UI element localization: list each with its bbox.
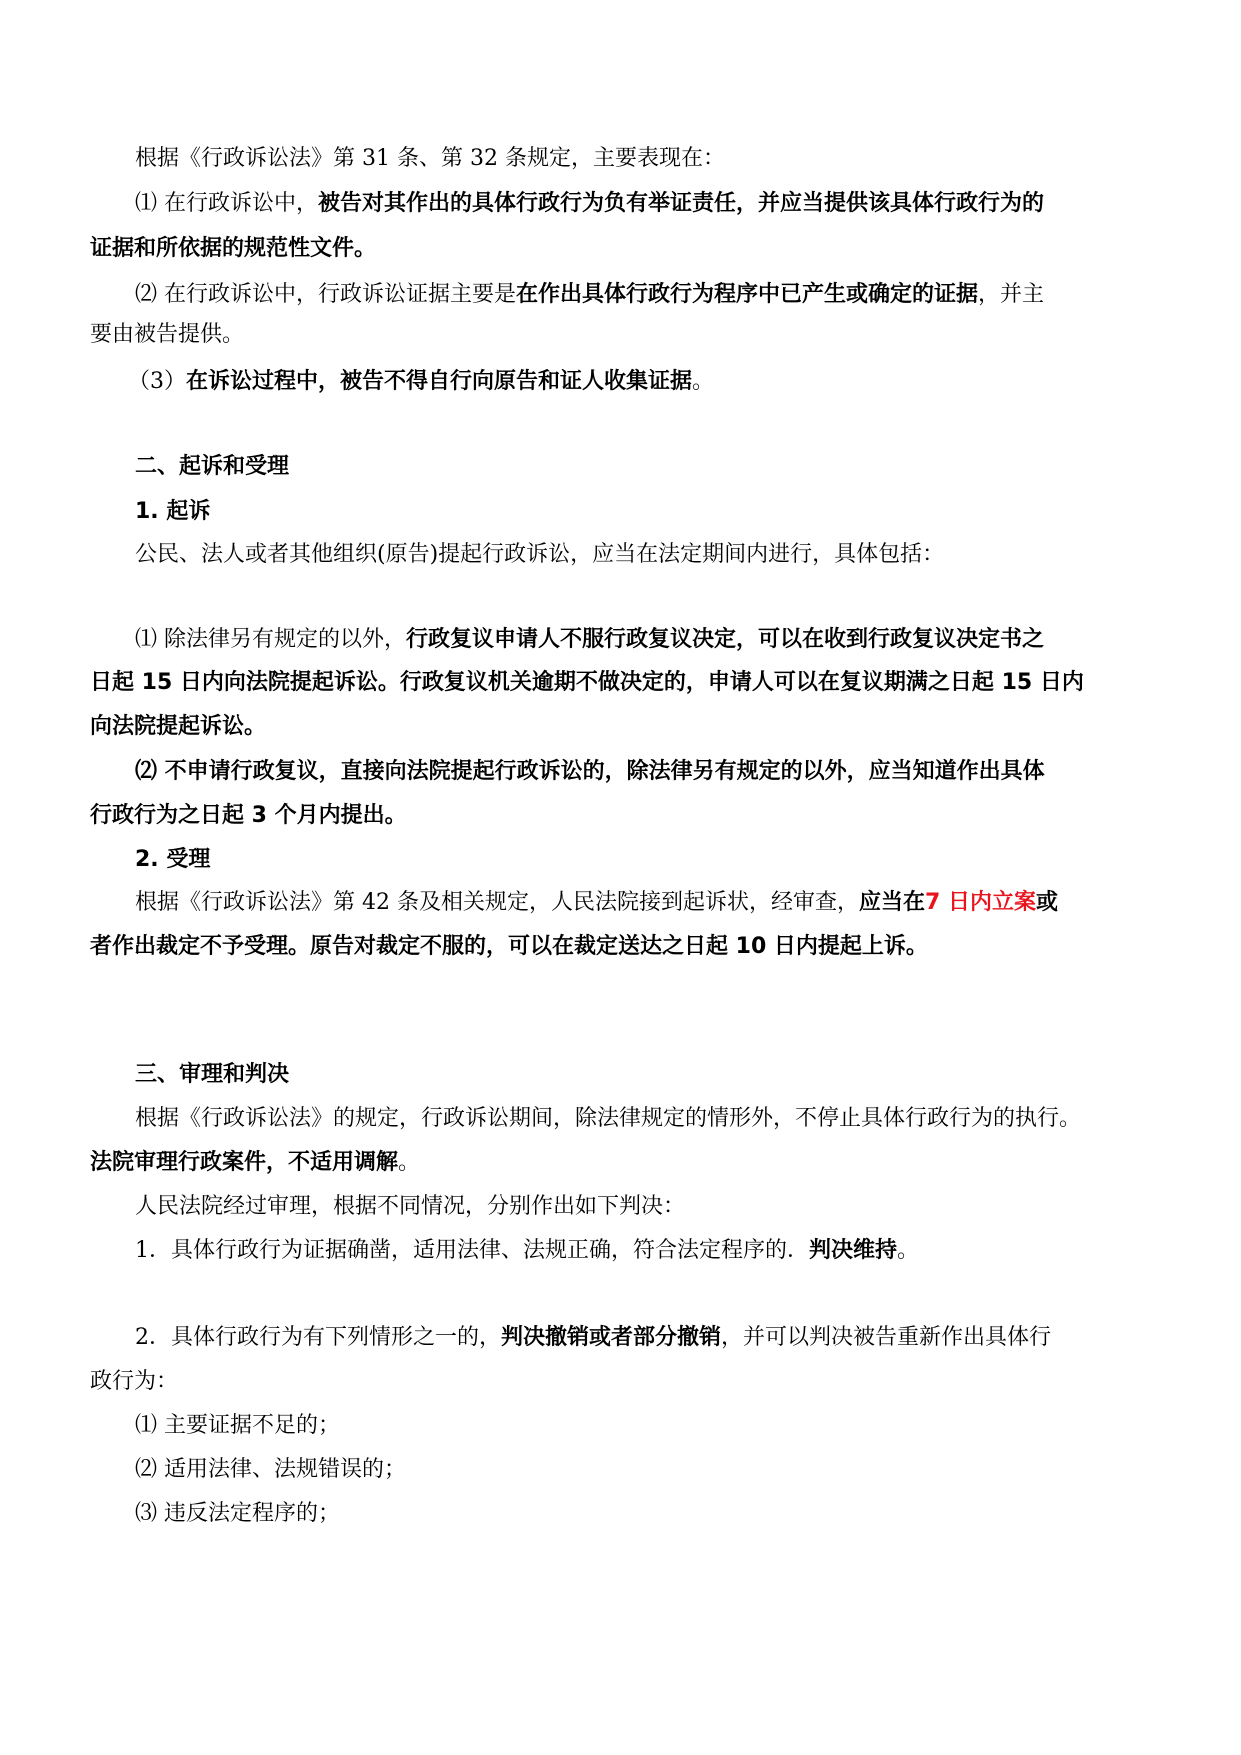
paragraph-line — [135, 1192, 685, 1222]
paragraph-line — [90, 234, 376, 264]
paragraph-line — [135, 888, 1058, 918]
bold-text: 向法院提起诉讼。 — [90, 714, 267, 739]
text-run: ⑴ 主要证据不足的； — [135, 1413, 340, 1438]
bold-text: 证据和所依据的规范性文件。 — [90, 236, 377, 261]
paragraph-line — [135, 1236, 919, 1266]
text-run: ⑴ 在行政诉讼中， — [135, 191, 318, 216]
paragraph-line — [135, 144, 725, 174]
paragraph-line — [135, 189, 1044, 219]
bold-text: 2. 受理 — [135, 847, 211, 872]
bold-text: 法院审理行政案件，不适用调解 — [90, 1150, 399, 1175]
text-run: 要由被告提供。 — [90, 322, 245, 347]
subsection-heading — [135, 845, 210, 875]
text-run: 2．具体行政行为有下列情形之一的， — [135, 1325, 501, 1350]
text-run: ⑵ 适用法律、法规错误的； — [135, 1457, 406, 1482]
bold-text: 判决维持 — [809, 1238, 898, 1263]
bold-text: 判决撤销或者部分撤销 — [501, 1325, 722, 1350]
paragraph-line — [135, 757, 1045, 787]
paragraph-line — [90, 712, 266, 742]
paragraph-line — [135, 280, 1044, 310]
bold-text: 行政行为之日起 3 个月内提出。 — [90, 803, 407, 828]
bold-text: 日起 15 日内向法院提起诉讼。行政复议机关逾期不做决定的，申请人可以在复议期满之日起 15 日内 — [90, 670, 1084, 695]
bold-text: 二、起诉和受理 — [135, 454, 290, 479]
bold-text: 应当在 — [858, 890, 925, 915]
paragraph-line — [90, 320, 244, 350]
list-item — [135, 1411, 340, 1441]
list-item — [135, 1455, 406, 1485]
text-run: ，并主 — [978, 282, 1045, 307]
text-run: ⑵ 在行政诉讼中，行政诉讼证据主要是 — [135, 282, 516, 307]
paragraph-line — [90, 932, 928, 962]
text-run: 。 — [897, 1238, 920, 1263]
text-run: 。 — [398, 1150, 421, 1175]
subsection-heading — [135, 497, 210, 527]
bold-text: 被告对其作出的具体行政行为负有举证责任，并应当提供该具体行政行为的 — [318, 191, 1045, 216]
bold-text: 三、审理和判决 — [135, 1062, 290, 1087]
text-run: 。 — [692, 369, 715, 394]
highlighted-text: 7 日内立案 — [925, 890, 1036, 915]
text-run: 根据《行政诉讼法》第 31 条、第 32 条规定，主要表现在： — [135, 146, 725, 171]
paragraph-line — [135, 540, 944, 570]
section-heading — [135, 452, 289, 482]
bold-text: 在诉讼过程中，被告不得自行向原告和证人收集证据 — [186, 369, 693, 394]
section-heading — [135, 1060, 289, 1090]
paragraph-line — [90, 668, 1084, 698]
text-run: 根据《行政诉讼法》第 42 条及相关规定，人民法院接到起诉状，经审查， — [135, 890, 859, 915]
bold-text: 者作出裁定不予受理。原告对裁定不服的，可以在裁定送达之日起 10 日内提起上诉。 — [90, 934, 928, 959]
text-run: （3） — [128, 369, 186, 394]
list-item — [135, 1499, 340, 1529]
text-run: 人民法院经过审理，根据不同情况，分别作出如下判决： — [135, 1194, 686, 1219]
paragraph-line — [135, 1323, 1051, 1353]
bold-text: 1. 起诉 — [135, 499, 211, 524]
paragraph-line — [90, 801, 407, 831]
bold-text: 行政复议申请人不服行政复议决定，可以在收到行政复议决定书之 — [406, 627, 1045, 652]
paragraph-line — [128, 367, 714, 397]
paragraph-line — [90, 1148, 420, 1178]
text-run: ⑶ 违反法定程序的； — [135, 1501, 340, 1526]
paragraph-line — [90, 1367, 178, 1397]
text-run: ，并可以判决被告重新作出具体行 — [721, 1325, 1052, 1350]
paragraph-line — [135, 1104, 1081, 1134]
text-run: 1．具体行政行为证据确凿，适用法律、法规正确，符合法定程序的． — [135, 1238, 809, 1263]
text-run: 政行为： — [90, 1369, 179, 1394]
bold-text: 在作出具体行政行为程序中已产生或确定的证据 — [516, 282, 979, 307]
text-run: 公民、法人或者其他组织(原告)提起行政诉讼，应当在法定期间内进行，具体包括： — [135, 542, 945, 567]
paragraph-line — [135, 625, 1044, 655]
text-run: 根据《行政诉讼法》的规定，行政诉讼期间，除法律规定的情形外，不停止具体行政行为的执行。 — [135, 1106, 1082, 1131]
bold-text: 或 — [1035, 890, 1058, 915]
text-run: ⑴ 除法律另有规定的以外， — [135, 627, 406, 652]
bold-text: ⑵ 不申请行政复议，直接向法院提起行政诉讼的，除法律另有规定的以外，应当知道作出具体 — [135, 759, 1045, 784]
